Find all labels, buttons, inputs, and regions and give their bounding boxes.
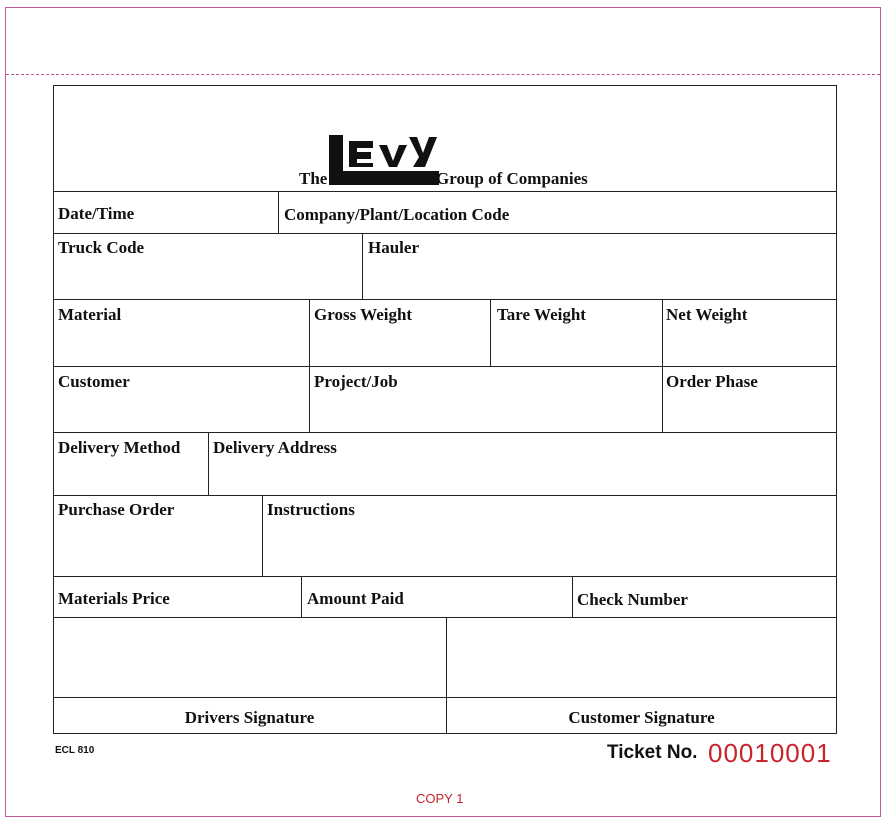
rule-2 [53,233,837,234]
divider-price [301,576,302,617]
label-tare-weight: Tare Weight [497,305,586,324]
perforation-line [6,74,880,75]
label-instructions: Instructions [267,500,355,519]
divider-truck [362,233,363,299]
ticket-label: Ticket No. [607,742,698,763]
divider-tare [662,299,663,432]
label-date-time: Date/Time [58,204,135,223]
copy-label: COPY 1 [416,791,464,806]
divider-paid [572,576,573,617]
label-hauler: Hauler [368,238,419,257]
label-order-phase: Order Phase [666,372,758,391]
label-check-number: Check Number [577,590,688,609]
rule-9 [53,697,837,698]
ticket-number: 00010001 [708,738,832,768]
rule-4 [53,366,837,367]
label-customer: Customer [58,372,130,391]
header-prefix: The [299,169,328,188]
label-project-job: Project/Job [314,372,398,391]
label-materials-price: Materials Price [58,589,170,608]
label-amount-paid: Amount Paid [307,589,404,608]
levy-logo [327,133,443,192]
label-material: Material [58,305,122,324]
form-code: ECL 810 [55,745,95,756]
divider-datetime [278,191,279,233]
divider-po [262,495,263,576]
divider-delivery [208,432,209,495]
rule-7 [53,576,837,577]
label-customer-signature: Customer Signature [568,708,715,727]
label-delivery-method: Delivery Method [58,438,181,457]
rule-3 [53,299,837,300]
rule-6 [53,495,837,496]
rule-1 [53,191,837,192]
label-purchase-order: Purchase Order [58,500,175,519]
label-delivery-address: Delivery Address [213,438,337,457]
divider-material [309,299,310,432]
rule-8 [53,617,837,618]
header-suffix: Group of Companies [436,169,588,188]
label-drivers-signature: Drivers Signature [184,708,315,727]
divider-gross [490,299,491,366]
label-net-weight: Net Weight [666,305,748,324]
rule-5 [53,432,837,433]
label-gross-weight: Gross Weight [314,305,413,324]
label-company-code: Company/Plant/Location Code [284,205,510,224]
label-truck-code: Truck Code [58,238,145,257]
